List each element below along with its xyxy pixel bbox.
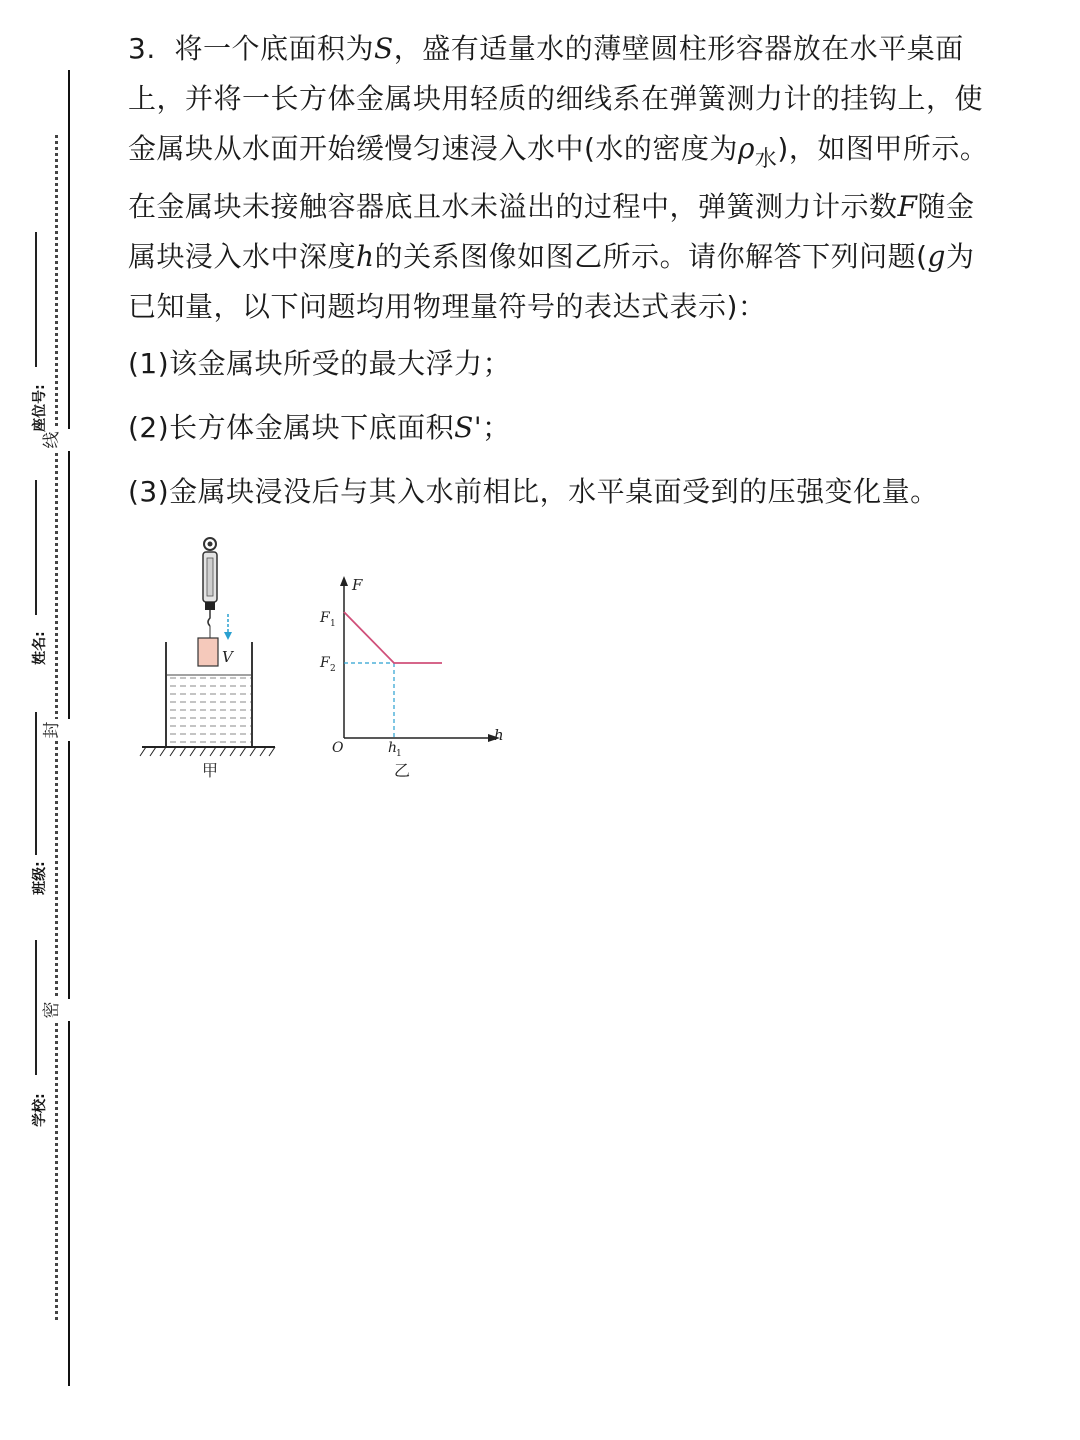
question-line-6 xyxy=(128,282,1058,332)
tick-f2-subscript: 2 xyxy=(330,664,336,674)
var-rho-subscript: 水 xyxy=(754,147,778,172)
y-axis-label: F xyxy=(352,576,363,594)
question-number: 3. xyxy=(128,32,156,65)
question-part-3 xyxy=(128,460,1058,524)
question-text: 的关系图像如图乙所示。请你解答下列问题( xyxy=(374,240,928,273)
tick-f1-label: F xyxy=(320,610,330,626)
tick-h1-subscript: 1 xyxy=(396,749,402,759)
tick-f2-label: F xyxy=(320,655,330,671)
question-text: )，如图甲所示。 xyxy=(777,132,989,165)
tick-h1-label: h xyxy=(388,740,398,756)
question-line-2 xyxy=(128,74,1058,124)
seat-number-label: 座位号: xyxy=(32,384,48,432)
figure-jia-caption: 甲 xyxy=(202,761,219,780)
scale-hook-icon xyxy=(208,610,210,626)
var-rho: ρ xyxy=(737,132,755,165)
scale-ring-center xyxy=(208,542,213,547)
question-line-4 xyxy=(128,182,1058,232)
question-text: 为 xyxy=(945,240,975,273)
school-label: 学校: xyxy=(32,1093,48,1127)
y-axis-arrow-icon xyxy=(340,576,348,586)
question-text: 将一个底面积为 xyxy=(174,32,375,65)
figure-yi-caption: 乙 xyxy=(394,761,411,780)
seat-number-blank[interactable] xyxy=(35,232,37,367)
var-s-prime: S' xyxy=(454,411,483,444)
arrow-head xyxy=(224,632,232,640)
table-hatching xyxy=(140,747,275,756)
f-h-curve xyxy=(344,612,442,663)
question-line-1 xyxy=(128,24,1058,74)
question-line-5 xyxy=(128,232,1058,282)
var-g: g xyxy=(927,240,946,273)
var-f: F xyxy=(897,190,918,223)
figure-jia xyxy=(130,530,290,790)
question-part-1 xyxy=(128,332,1058,396)
name-label: 姓名: xyxy=(32,631,48,665)
var-h: h xyxy=(356,240,375,273)
spring-scale-window xyxy=(207,558,213,596)
question-text: 金属块从水面开始缓慢匀速浸入水中(水的密度为 xyxy=(128,132,738,165)
figure-yi xyxy=(310,570,530,790)
question-text: 属块浸入水中深度 xyxy=(128,240,357,273)
part-text: (1)该金属块所受的最大浮力； xyxy=(128,347,512,380)
seal-char-mi: 密 xyxy=(41,999,71,1021)
question-text: 已知量，以下问题均用物理量符号的表达式表示)： xyxy=(128,290,767,323)
question-text: 在金属块未接触容器底且水未溢出的过程中，弹簧测力计示数 xyxy=(128,190,898,223)
question-part-2 xyxy=(128,396,1058,460)
question-text: 上，并将一长方体金属块用轻质的细线系在弹簧测力计的挂钩上，使 xyxy=(128,82,984,115)
origin-label: O xyxy=(332,740,344,756)
question-line-3 xyxy=(128,124,1058,174)
school-blank[interactable] xyxy=(35,940,37,1075)
seal-char-feng: 封 xyxy=(41,719,71,741)
part-text: (2)长方体金属块下底面积 xyxy=(128,411,455,444)
x-axis-label: h xyxy=(494,726,504,744)
metal-block xyxy=(198,638,218,666)
block-label: V xyxy=(222,648,233,666)
var-s: S xyxy=(374,32,394,65)
part-text: (3)金属块浸没后与其入水前相比，水平桌面受到的压强变化量。 xyxy=(128,475,939,508)
tick-f1-subscript: 1 xyxy=(330,619,336,629)
name-blank[interactable] xyxy=(35,480,37,615)
seal-char-xian: 线 xyxy=(41,429,71,451)
part-text: ； xyxy=(482,411,511,444)
water xyxy=(167,675,251,746)
spring-scale-bottom xyxy=(205,602,215,610)
question-text: 随金 xyxy=(917,190,975,223)
class-label: 班级: xyxy=(32,861,48,895)
class-blank[interactable] xyxy=(35,720,37,855)
question-block xyxy=(128,24,1058,524)
question-text: ，盛有适量水的薄壁圆柱形容器放在水平桌面 xyxy=(393,32,964,65)
